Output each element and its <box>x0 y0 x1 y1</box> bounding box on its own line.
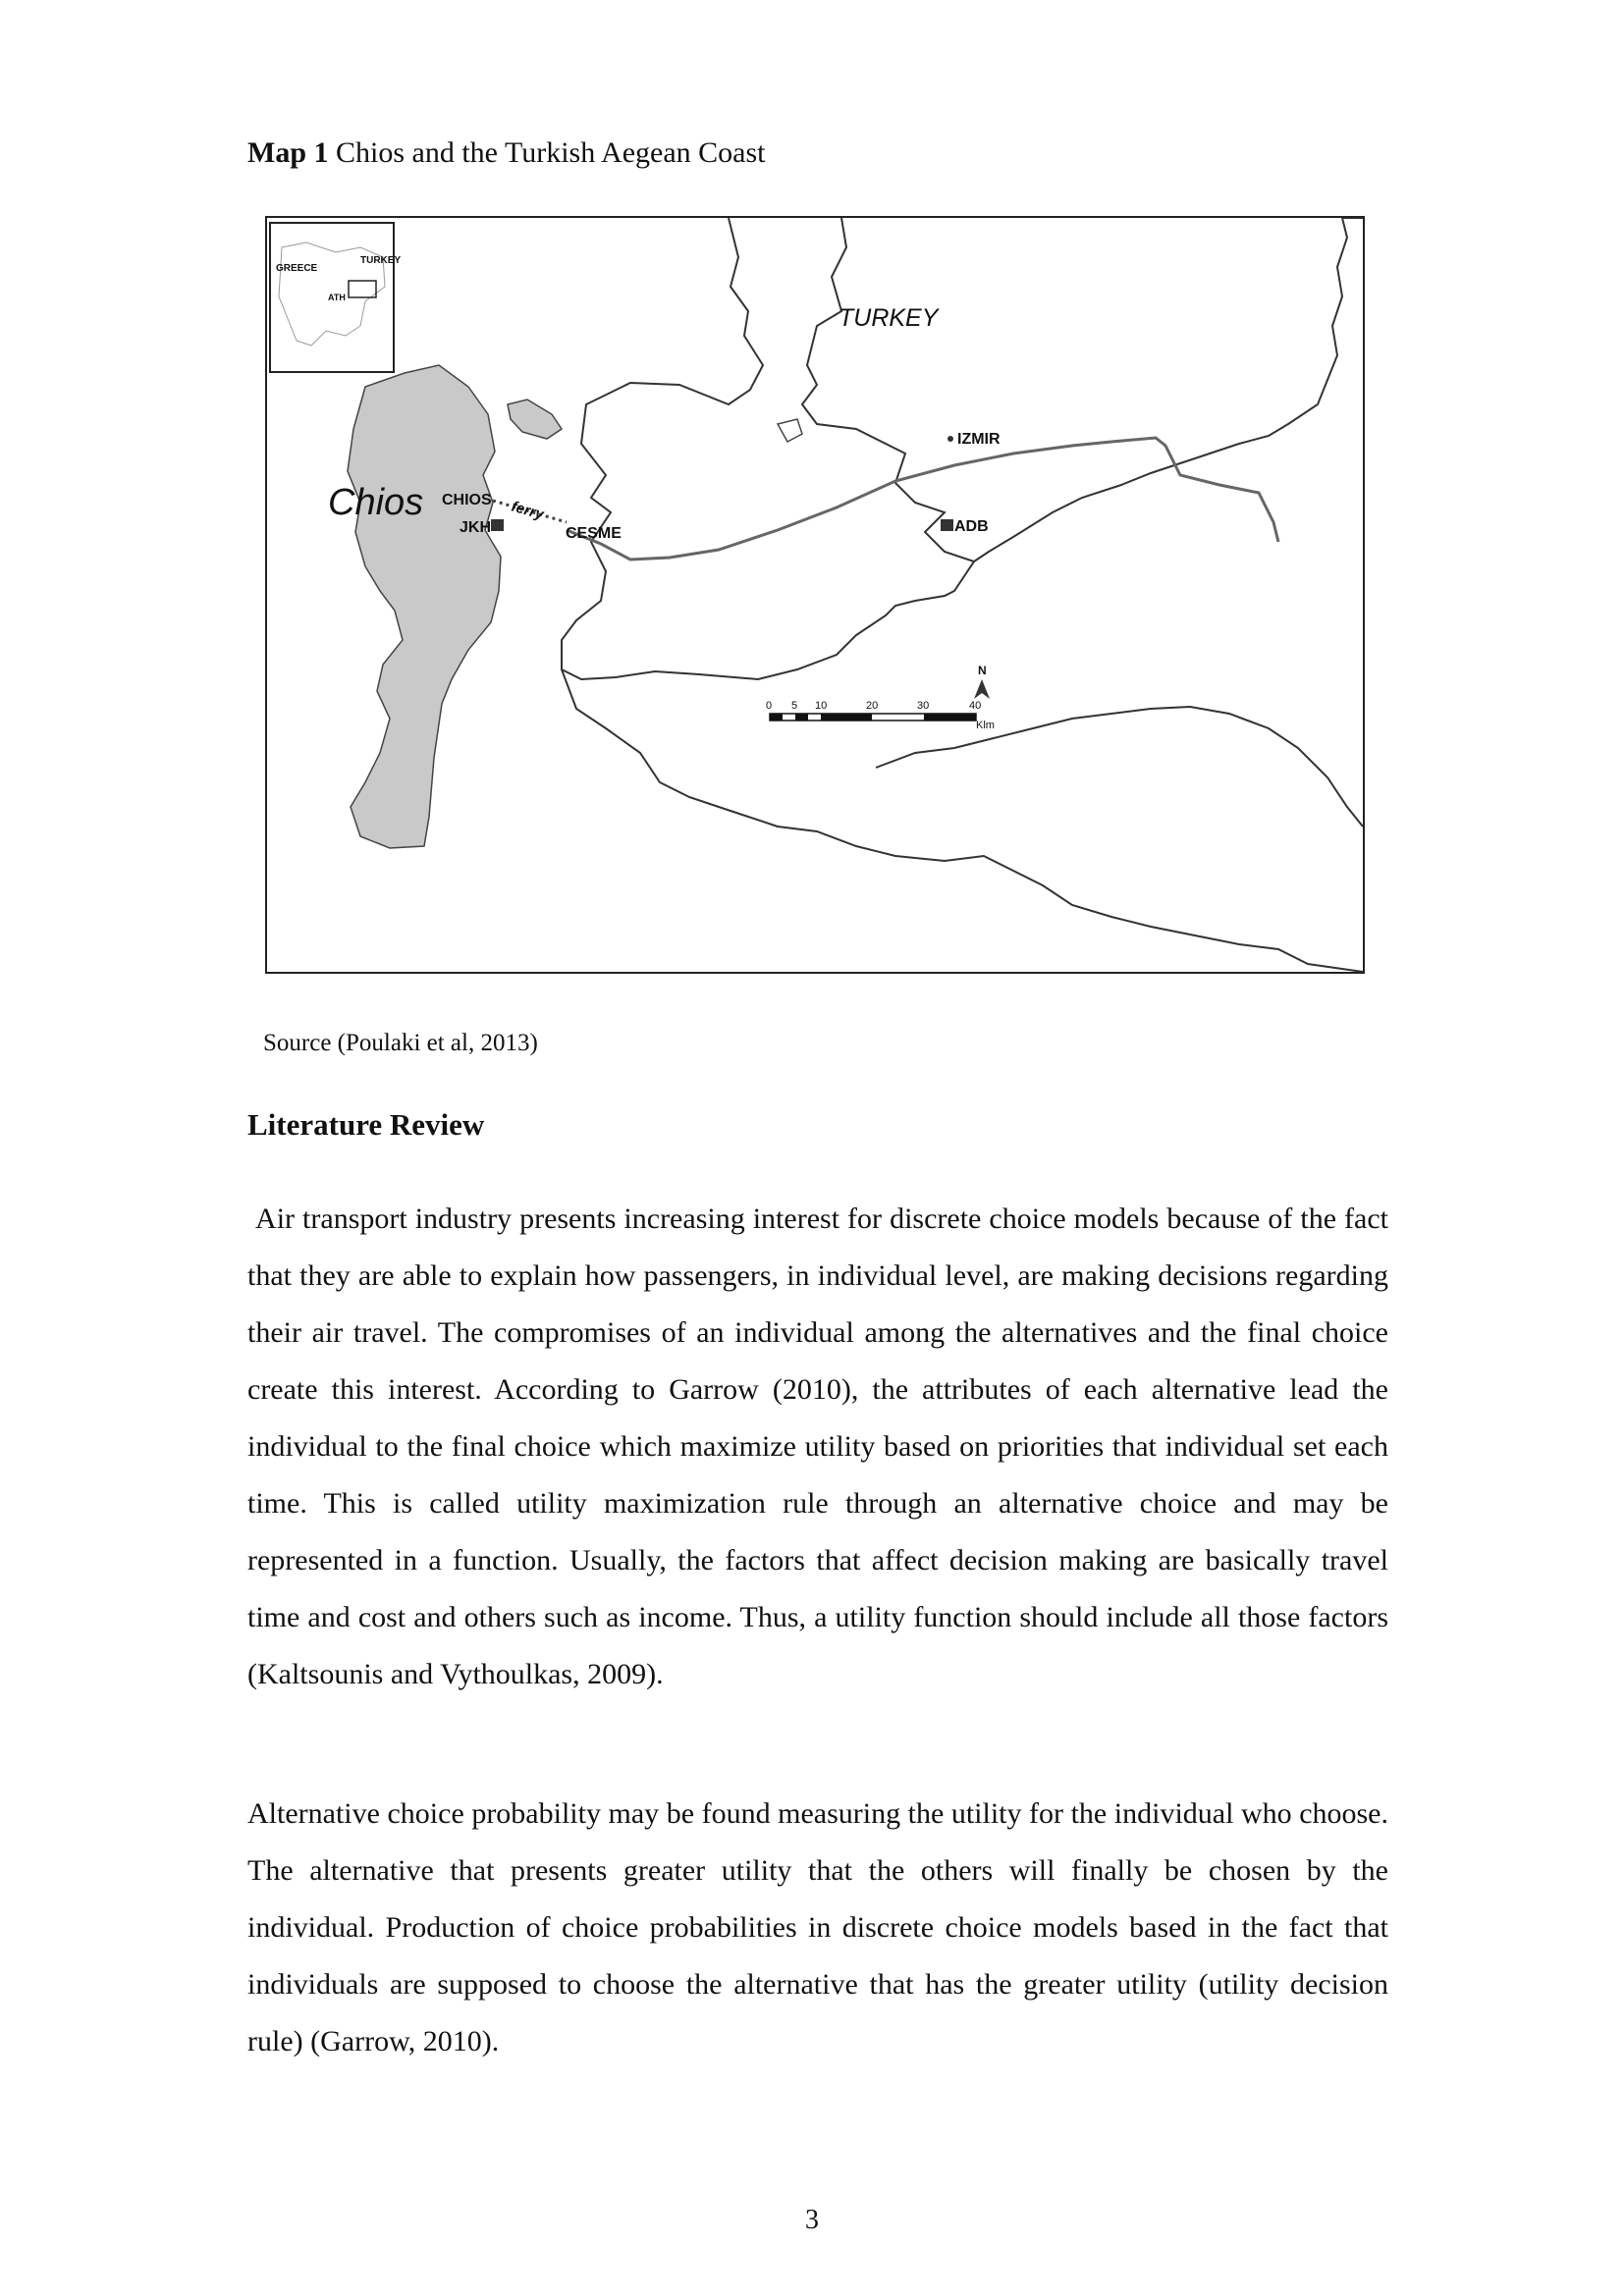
turkey-coastline <box>562 218 974 679</box>
scale-unit: Klm <box>976 720 995 731</box>
map-source: Source (Poulaki et al, 2013) <box>263 1030 538 1056</box>
scale-tick-0: 0 <box>766 700 773 712</box>
label-turkey: TURKEY <box>839 304 939 332</box>
scale-tick-30: 30 <box>917 700 930 712</box>
inset-label-greece: GREECE <box>276 263 318 274</box>
caption-label: Map 1 <box>247 136 329 169</box>
page-number: 3 <box>805 2205 819 2235</box>
caption-title: Chios and the Turkish Aegean Coast <box>336 136 766 169</box>
label-adb: ADB <box>954 518 989 535</box>
airport-icon-adb <box>941 519 953 531</box>
inset-label-ath: ATH <box>328 293 346 302</box>
north-label: N <box>978 664 987 677</box>
section-heading: Literature Review <box>247 1107 485 1142</box>
scale-bar <box>766 700 995 731</box>
airport-icon-jkh <box>491 519 504 531</box>
gulf-coastline <box>974 218 1347 561</box>
road-route <box>567 438 1278 560</box>
map-figure <box>265 216 1365 974</box>
north-arrow-icon <box>974 679 990 699</box>
scale-tick-5: 5 <box>791 700 798 712</box>
chios-island <box>348 365 501 848</box>
scale-tick-20: 20 <box>866 700 879 712</box>
inset-label-turkey: TURKEY <box>360 255 402 266</box>
label-jkh: JKH <box>460 519 492 536</box>
label-chios-town: CHIOS <box>442 492 492 508</box>
map-svg <box>267 218 1363 972</box>
city-marker-izmir <box>947 436 953 442</box>
label-chios-island: Chios <box>328 482 424 523</box>
label-ferry: ferry <box>509 498 546 524</box>
label-izmir: IZMIR <box>957 431 1001 448</box>
map-caption <box>247 133 766 173</box>
island-small-1 <box>508 400 562 439</box>
scale-tick-40: 40 <box>969 700 982 712</box>
scale-tick-10: 10 <box>815 700 828 712</box>
paragraph-2: Alternative choice probability may be found measuring the utility for the individual who choose. The alternative that presents greater utility that the others will finally be chosen by the individual. Production of choice probabilities in discrete choice models based in the fact that individuals are supposed to choose the alternative that has the greater utility (utility decision rule) (Garrow, 2010). <box>247 1797 1388 2057</box>
island-small-2 <box>778 419 802 442</box>
label-cesme: CESME <box>566 525 622 542</box>
paragraph-1: Air transport industry presents increasing interest for discrete choice models because of the fact that they are able to explain how passengers, in individual level, are making decisions regarding their air travel. The compromises of an individual among the alternatives and the final choice create this interest. According to Garrow (2010), the attributes of each alternative lead the individual to the final choice which maximize utility based on priorities that individual set each time. This is called utility maximization rule through an alternative choice and may be represented in a function. Usually, the factors that affect decision making are basically travel time and cost and others such as income. Thus, a utility function should include all those factors (Kaltsounis and Vythoulkas, 2009). <box>247 1202 1388 1690</box>
